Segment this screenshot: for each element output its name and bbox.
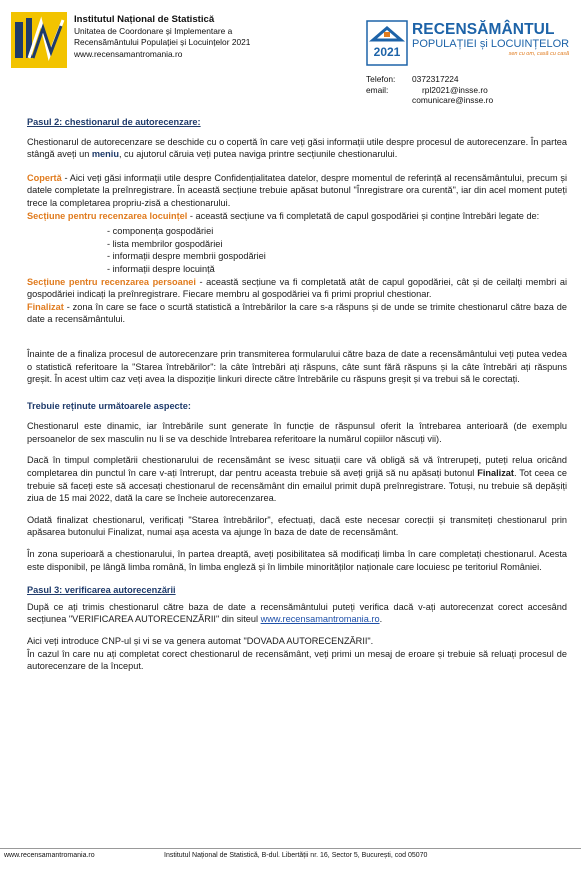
cnp-paragraph: Aici veți introduce CNP-ul și vi se va genera automat "DOVADA AUTORECENZĂRII". xyxy=(27,636,374,646)
contact-block xyxy=(366,74,493,106)
unit-line-2: Recensământului Populației și Locuințelor 2021 xyxy=(74,37,251,48)
pasul2-heading: Pasul 2: chestionarul de autorecenzare: xyxy=(27,117,201,127)
sectiune-locuinte-paragraph: Secțiune pentru recenzarea locuințel - această secțiune va fi completată de capul gospodăriei și conține întrebări legate de: xyxy=(27,210,540,221)
list-item: - componența gospodăriei xyxy=(107,226,214,237)
intro-paragraph: Chestionarul de autorecenzare se deschide cu o copertă în care veți găsi informații utile despre procesul de autorecenzare. În partea stângă aveți un meniu, cu ajutorul căruia veți putea naviga printre secțiunile chestionarului. xyxy=(27,136,567,160)
ins-logo-icon xyxy=(11,12,67,68)
phone-label: Telefon: xyxy=(366,74,396,84)
unit-line-1: Unitatea de Coordonare și Implementare a xyxy=(74,25,233,36)
sectiune-persoane-paragraph: Secțiune pentru recenzarea persoanei - această secțiune va fi completată atât de capul gopodăriei, cât și de ceilalți membri ai gospodăriei indicați la preînregistrare. Fiecare membru al gospodăriei va fi primi propriul chestionar. xyxy=(27,276,567,300)
list-item: - lista membrilor gospodăriei xyxy=(107,238,223,249)
phone-number: 0372317224 xyxy=(412,74,459,84)
zona-paragraph: În zona superioară a chestionarului, în partea dreaptă, aveți posibilitatea să modificați limba în care completați chestionarul. Acesta este disponibil, pe lângă limba română, în limba engleză și în limbile minorităților naționale care locuiesc pe teritoriul României. xyxy=(27,549,567,572)
year-badge: 2021 xyxy=(373,45,401,59)
list-item: - informații despre membrii gospodăriei xyxy=(107,251,266,262)
page-header xyxy=(0,0,581,112)
brand-title: RECENSĂMÂNTUL xyxy=(412,21,555,38)
list-item: - informații despre locuință xyxy=(107,263,215,274)
sectiune-persoane-label: Secțiune pentru recenzarea persoanei xyxy=(27,276,196,287)
finalizat-paragraph: Finalizat - zona în care se face o scurtă statistică a întrebărilor la care s-a răspuns și de unde se trimite chestionarul către baza de date a recensământului. xyxy=(27,301,567,325)
footer-divider xyxy=(0,848,581,849)
sectiune-locuinte-label: Secțiune pentru recenzarea locuințel xyxy=(27,210,188,221)
census-brand xyxy=(412,22,569,57)
email-label: email: xyxy=(366,84,389,95)
meniu-term: meniu xyxy=(91,149,119,160)
footer-website: www.recensamantromania.ro xyxy=(4,852,95,859)
census-site-link[interactable]: www.recensamantromania.ro xyxy=(260,614,380,625)
email-rpl[interactable]: rpl2021@insse.ro xyxy=(422,84,488,95)
institute-name: Institutul Național de Statistică xyxy=(74,14,215,25)
eroare-paragraph: În cazul în care nu ați completat corect chestionarul de recensământ, veți primi un mesaj de eroare și trebuie să reluați procesul de autorecenzare de la început. xyxy=(27,648,567,672)
inainte-paragraph: Înainte de a finaliza procesul de autorecenzare prin transmiterea formularului către baza de date a recensământului veți putea vedea o statistică referitoare la "Starea întrebărilor": la câte întrebări ați răspuns, câte sunt fără răspuns și la câte întrebări ați răspuns greșit. În acest ultim caz veți avea la dispoziție linkuri directe către întrebările cu răspuns greșit și va trebui să le corectați. xyxy=(27,348,567,385)
brand-subtitle: POPULAȚIEI și LOCUINȚELOR xyxy=(412,38,570,50)
dinamic-paragraph: Chestionarul este dinamic, iar întrebările sunt generate în funcție de răspunsul oferit la întrebarea anterioară (de exemplu persoanelor de sex masculin nu li se va deschide întrebarea referitoare la numărul copiilor născuți vii). xyxy=(27,421,567,444)
finalizat-label: Finalizat xyxy=(27,301,64,312)
brand-slogan: sen cu om, casă cu casă xyxy=(508,51,570,57)
institute-block xyxy=(74,14,250,60)
dupa-paragraph: După ce ați trimis chestionarul către baza de date a recensământului puteți verifica dacă v-ați autorecenzat corect accesând secțiunea "VERIFICAREA AUTORECENZĂRII" din siteul www.recensamantromania.ro. xyxy=(27,601,567,625)
finalizat-term: Finalizat xyxy=(477,468,514,479)
coperta-label: Copertă xyxy=(27,172,62,183)
daca-paragraph: Dacă în timpul completării chestionarului de recensământ se ivesc situații care vă obligă să vă întrerupeți, puteți relua oricând completarea din punctul în care v-ați întrerupt, dar pentru aceasta trebuie să aveți grijă să nu apăsați butonul Finalizat. Tot ceea ce trebuie să faceți este să accesați chestionarul de recensământ din emailul primit după preînregistrare. Totuși, nu trebuie să depășiți ziua de 15 mai 2022, dată la care se încheie autorecenzarea. xyxy=(27,455,567,504)
coperta-paragraph: Copertă - Aici veți găsi informații utile despre Confidențialitatea datelor, despre momentul de referință al recensământului, precum și datele completate la preînregistrare. În această secțiune trebuie apăsat butonul "Înregistrare ora curentă", iar din acel moment puteți trece la completarea propriu-zisă a chestionarului. xyxy=(27,172,567,208)
pasul3-heading: Pasul 3: verificarea autorecenzării xyxy=(27,585,176,596)
retinute-heading: Trebuie reținute următoarele aspecte: xyxy=(27,400,191,411)
locuinte-bullet-list xyxy=(107,225,567,275)
footer-address: Institutul Național de Statistică, B-dul. Libertății nr. 16, Sector 5, București, cod 05070 xyxy=(164,852,428,859)
document-body xyxy=(27,116,567,673)
census-house-logo-icon xyxy=(366,20,408,66)
email-comunicare[interactable]: comunicare@insse.ro xyxy=(412,95,494,105)
odata-paragraph: Odată finalizat chestionarul, verificați "Starea întrebărilor", efectuați, dacă este necesar corecții și transmiteți chestionarul prin apăsarea butonului Finalizat, numai așa acesta va ajunge în baza de date de recensământ. xyxy=(27,514,567,538)
header-website: www.recensamantromania.ro xyxy=(74,48,183,59)
